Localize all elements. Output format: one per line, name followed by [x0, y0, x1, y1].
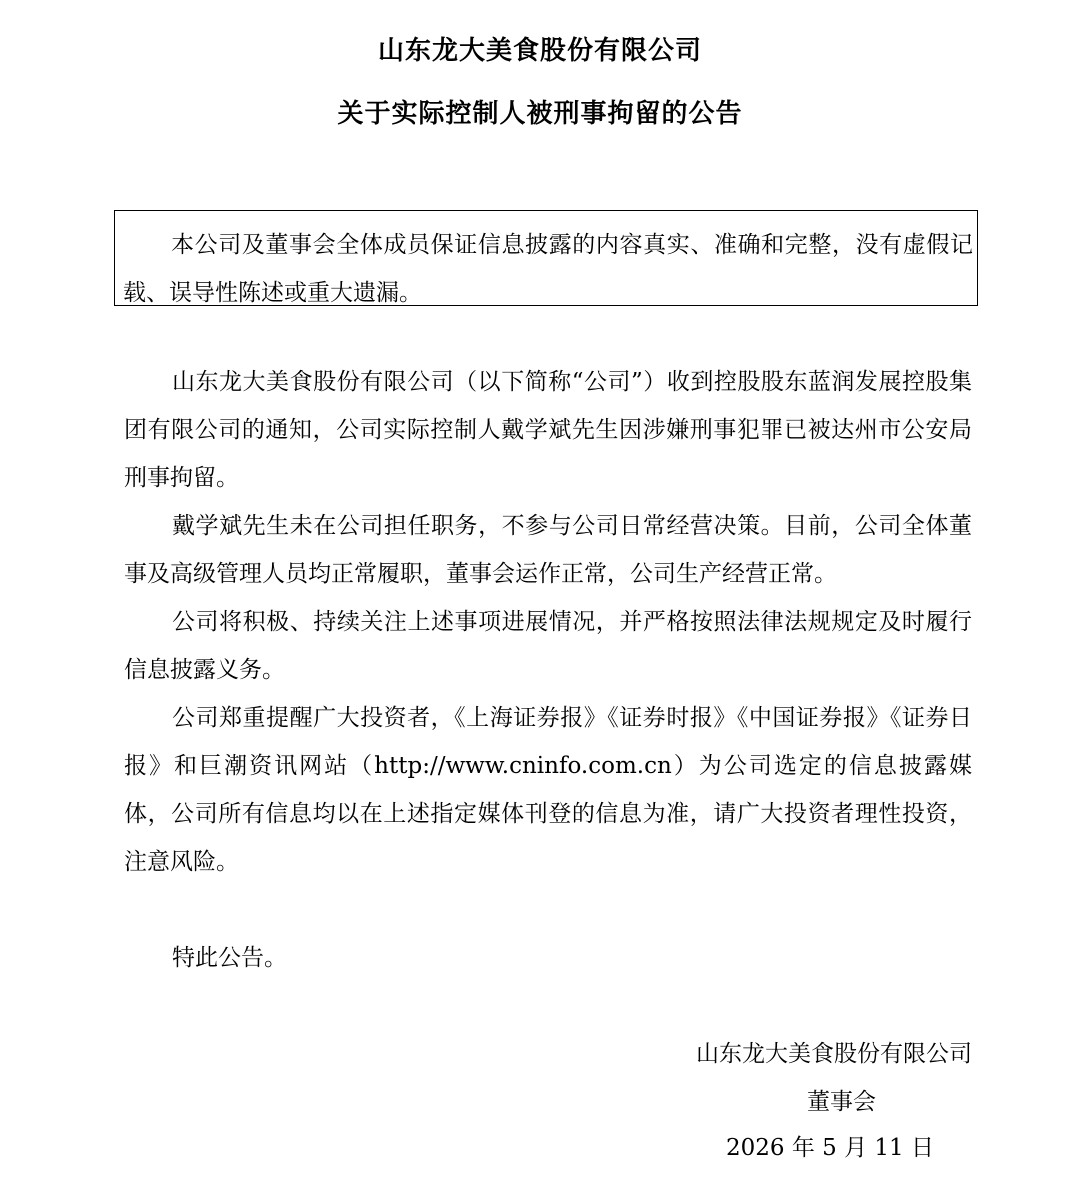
disclosure-statement-box — [114, 210, 978, 306]
signature-board: 董事会 — [807, 1089, 876, 1115]
body-paragraph-1: 山东龙大美食股份有限公司（以下简称“公司”）收到控股股东蓝润发展控股集团有限公司的通知，公司实际控制人戴学斌先生因涉嫌刑事犯罪已被达州市公安局刑事拘留。 — [124, 369, 972, 491]
signature-company: 山东龙大美食股份有限公司 — [696, 1041, 972, 1067]
body-paragraph-4: 公司郑重提醒广大投资者，《上海证券报》《证券时报》《中国证券报》《证券日报》和巨潮资讯网站（http://www.cninfo.com.cn）为公司选定的信息披露媒体，公司所有信息均以在上述指定媒体刊登的信息为准，请广大投资者理性投资，注意风险。 — [124, 705, 972, 875]
announcement-body — [124, 358, 972, 886]
notice-title: 关于实际控制人被刑事拘留的公告 — [337, 99, 743, 129]
body-paragraph-3: 公司将积极、持续关注上述事项进展情况，并严格按照法律法规规定及时履行信息披露义务。 — [124, 609, 972, 683]
signature-date: 2026 年 5 月 11 日 — [726, 1135, 934, 1161]
body-paragraph-2: 戴学斌先生未在公司担任职务，不参与公司日常经营决策。目前，公司全体董事及高级管理人员均正常履职，董事会运作正常，公司生产经营正常。 — [124, 513, 972, 587]
closing-remark: 特此公告。 — [172, 945, 287, 971]
company-title: 山东龙大美食股份有限公司 — [377, 36, 702, 66]
disclosure-statement-text: 本公司及董事会全体成员保证信息披露的内容真实、准确和完整，没有虚假记载、误导性陈述或重大遗漏。 — [123, 232, 973, 306]
